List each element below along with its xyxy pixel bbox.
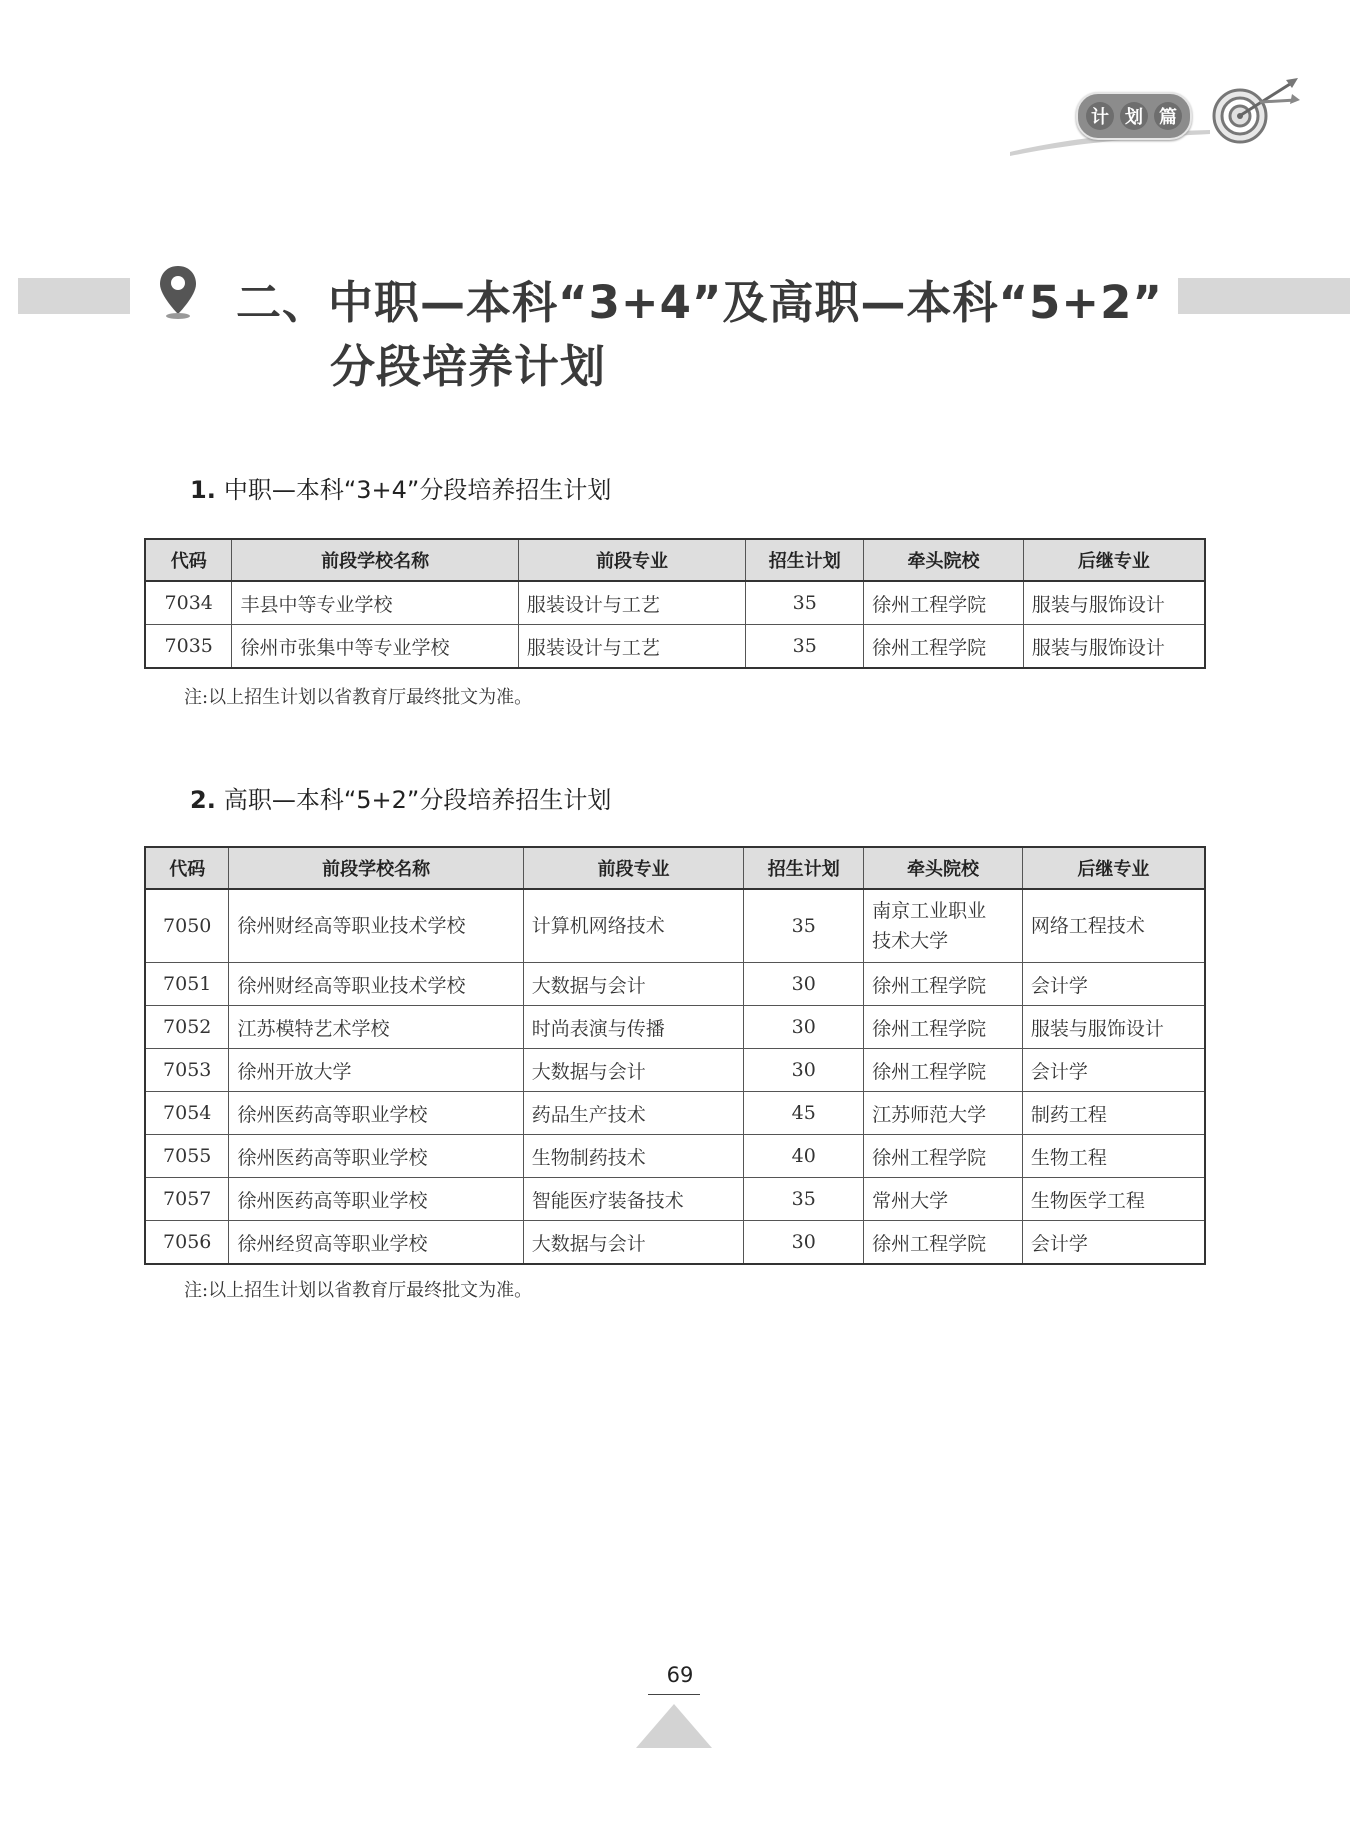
cell-school: 徐州医药高等职业学校 bbox=[229, 1135, 523, 1178]
cell-lead: 徐州工程学院 bbox=[864, 1006, 1023, 1049]
section-number: 1. bbox=[190, 476, 216, 504]
footer-triangle bbox=[634, 1702, 714, 1750]
cell-code: 7051 bbox=[145, 963, 229, 1006]
col-header-next: 后继专业 bbox=[1023, 539, 1205, 581]
cell-major: 时尚表演与传播 bbox=[523, 1006, 744, 1049]
cell-lead: 徐州工程学院 bbox=[864, 1221, 1023, 1265]
cell-code: 7056 bbox=[145, 1221, 229, 1265]
cell-plan: 40 bbox=[744, 1135, 864, 1178]
table-header-row bbox=[145, 539, 1205, 581]
col-header-code: 代码 bbox=[145, 847, 229, 889]
cell-major: 生物制药技术 bbox=[523, 1135, 744, 1178]
cell-code: 7054 bbox=[145, 1092, 229, 1135]
cell-major: 大数据与会计 bbox=[523, 963, 744, 1006]
table-row bbox=[145, 1178, 1205, 1221]
cell-lead: 徐州工程学院 bbox=[864, 1135, 1023, 1178]
section-badge bbox=[1076, 92, 1192, 140]
col-header-major: 前段专业 bbox=[518, 539, 746, 581]
cell-next: 会计学 bbox=[1022, 1049, 1205, 1092]
cell-code: 7052 bbox=[145, 1006, 229, 1049]
col-header-plan: 招生计划 bbox=[744, 847, 864, 889]
table-row bbox=[145, 1221, 1205, 1265]
cell-next: 服装与服饰设计 bbox=[1022, 1006, 1205, 1049]
target-dart-icon bbox=[1208, 76, 1300, 148]
table-row bbox=[145, 1049, 1205, 1092]
plan-table-1 bbox=[144, 538, 1206, 669]
cell-major: 服装设计与工艺 bbox=[518, 581, 746, 625]
cell-plan: 35 bbox=[746, 581, 864, 625]
cell-code: 7055 bbox=[145, 1135, 229, 1178]
section-heading-2 bbox=[190, 780, 611, 815]
cell-plan: 30 bbox=[744, 1049, 864, 1092]
cell-plan: 35 bbox=[746, 625, 864, 669]
cell-school: 徐州医药高等职业学校 bbox=[229, 1092, 523, 1135]
page-number: 69 bbox=[666, 1663, 694, 1687]
cell-next: 生物医学工程 bbox=[1022, 1178, 1205, 1221]
col-header-school: 前段学校名称 bbox=[229, 847, 523, 889]
page-title-line1: 二、中职—本科“3+4”及高职—本科“5+2” bbox=[236, 276, 1163, 329]
table-row bbox=[145, 581, 1205, 625]
location-pin-icon bbox=[158, 264, 198, 320]
table-row bbox=[145, 1006, 1205, 1049]
cell-next: 生物工程 bbox=[1022, 1135, 1205, 1178]
cell-school: 徐州财经高等职业技术学校 bbox=[229, 889, 523, 963]
cell-code: 7035 bbox=[145, 625, 232, 669]
title-bar-left bbox=[18, 278, 130, 314]
cell-school: 徐州财经高等职业技术学校 bbox=[229, 963, 523, 1006]
table-row bbox=[145, 1135, 1205, 1178]
section-heading-1 bbox=[190, 470, 611, 505]
cell-code: 7050 bbox=[145, 889, 229, 963]
col-header-lead: 牵头院校 bbox=[864, 847, 1023, 889]
table-row bbox=[145, 1092, 1205, 1135]
cell-code: 7057 bbox=[145, 1178, 229, 1221]
page-number-rule bbox=[648, 1694, 700, 1695]
cell-lead: 南京工业职业技术大学 bbox=[864, 889, 1023, 963]
cell-major: 药品生产技术 bbox=[523, 1092, 744, 1135]
section-heading-text: 高职—本科“5+2”分段培养招生计划 bbox=[223, 786, 612, 814]
cell-lead: 常州大学 bbox=[864, 1178, 1023, 1221]
col-header-plan: 招生计划 bbox=[746, 539, 864, 581]
col-header-major: 前段专业 bbox=[523, 847, 744, 889]
cell-plan: 30 bbox=[744, 963, 864, 1006]
cell-plan: 30 bbox=[744, 1221, 864, 1265]
cell-code: 7053 bbox=[145, 1049, 229, 1092]
cell-plan: 35 bbox=[744, 1178, 864, 1221]
cell-lead: 徐州工程学院 bbox=[864, 1049, 1023, 1092]
badge-char: 篇 bbox=[1154, 102, 1182, 130]
cell-major: 计算机网络技术 bbox=[523, 889, 744, 963]
cell-major: 智能医疗装备技术 bbox=[523, 1178, 744, 1221]
table-note-1: 注:以上招生计划以省教育厅最终批文为准。 bbox=[184, 687, 533, 708]
cell-lead: 徐州工程学院 bbox=[864, 963, 1023, 1006]
plan-table-2 bbox=[144, 846, 1206, 1265]
cell-school: 江苏模特艺术学校 bbox=[229, 1006, 523, 1049]
cell-next: 服装与服饰设计 bbox=[1023, 625, 1205, 669]
cell-lead: 徐州工程学院 bbox=[864, 581, 1024, 625]
cell-lead: 江苏师范大学 bbox=[864, 1092, 1023, 1135]
section-number: 2. bbox=[190, 786, 216, 814]
col-header-code: 代码 bbox=[145, 539, 232, 581]
cell-school: 丰县中等专业学校 bbox=[232, 581, 518, 625]
cell-lead: 徐州工程学院 bbox=[864, 625, 1024, 669]
cell-code: 7034 bbox=[145, 581, 232, 625]
cell-school: 徐州开放大学 bbox=[229, 1049, 523, 1092]
cell-next: 会计学 bbox=[1022, 1221, 1205, 1265]
cell-next: 服装与服饰设计 bbox=[1023, 581, 1205, 625]
cell-school: 徐州医药高等职业学校 bbox=[229, 1178, 523, 1221]
col-header-lead: 牵头院校 bbox=[864, 539, 1024, 581]
cell-school: 徐州市张集中等专业学校 bbox=[232, 625, 518, 669]
cell-plan: 30 bbox=[744, 1006, 864, 1049]
cell-next: 网络工程技术 bbox=[1022, 889, 1205, 963]
page-title-line2: 分段培养计划 bbox=[330, 340, 607, 393]
table-note-2: 注:以上招生计划以省教育厅最终批文为准。 bbox=[184, 1280, 533, 1301]
cell-school: 徐州经贸高等职业学校 bbox=[229, 1221, 523, 1265]
cell-next: 会计学 bbox=[1022, 963, 1205, 1006]
table-row bbox=[145, 889, 1205, 963]
table-row bbox=[145, 963, 1205, 1006]
table-row bbox=[145, 625, 1205, 669]
col-header-school: 前段学校名称 bbox=[232, 539, 518, 581]
col-header-next: 后继专业 bbox=[1022, 847, 1205, 889]
badge-char: 计 bbox=[1086, 102, 1114, 130]
section-heading-text: 中职—本科“3+4”分段培养招生计划 bbox=[223, 476, 612, 504]
cell-major: 大数据与会计 bbox=[523, 1049, 744, 1092]
cell-next: 制药工程 bbox=[1022, 1092, 1205, 1135]
badge-char: 划 bbox=[1120, 102, 1148, 130]
cell-plan: 35 bbox=[744, 889, 864, 963]
title-bar-right bbox=[1178, 278, 1350, 314]
cell-major: 服装设计与工艺 bbox=[518, 625, 746, 669]
table-header-row bbox=[145, 847, 1205, 889]
cell-major: 大数据与会计 bbox=[523, 1221, 744, 1265]
cell-plan: 45 bbox=[744, 1092, 864, 1135]
